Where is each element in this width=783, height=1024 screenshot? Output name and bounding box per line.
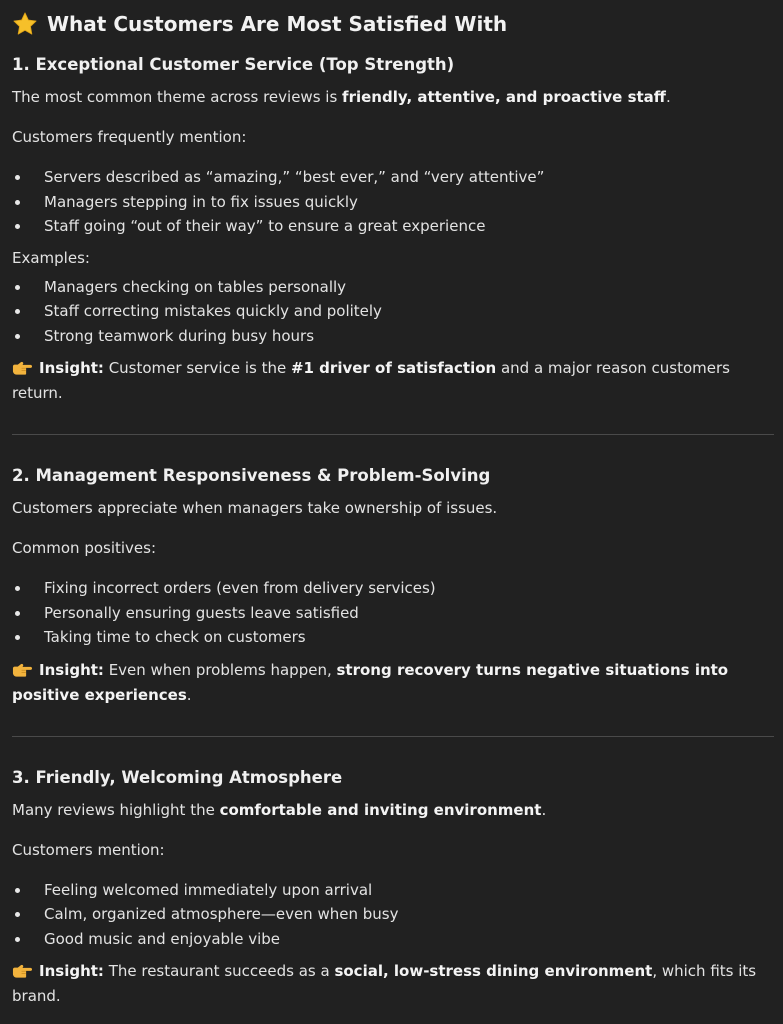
mentions-list bbox=[12, 165, 774, 239]
bullet-icon bbox=[15, 888, 20, 893]
insight-label: Insight: bbox=[39, 660, 104, 679]
list-item-text: Managers checking on tables personally bbox=[44, 277, 347, 296]
page-title-text: What Customers Are Most Satisfied With bbox=[47, 12, 508, 36]
insight bbox=[12, 959, 774, 1009]
section-intro bbox=[12, 85, 774, 110]
bullet-icon bbox=[15, 175, 20, 180]
list-item bbox=[12, 324, 774, 349]
insight-text: Customer service is the bbox=[103, 359, 291, 377]
list-item-text: Personally ensuring guests leave satisfied bbox=[44, 603, 359, 622]
list-item-text: Calm, organized atmosphere—even when busy bbox=[44, 905, 399, 923]
bullet-icon bbox=[15, 937, 20, 942]
insight-bold: social, low-stress dining environment bbox=[334, 962, 653, 980]
list-item bbox=[12, 275, 774, 300]
list-item-text: Managers stepping in to fix issues quickly bbox=[44, 192, 358, 211]
list-item bbox=[12, 878, 774, 903]
bullet-icon bbox=[15, 285, 20, 290]
list-item bbox=[12, 190, 774, 215]
insight-suffix: . bbox=[186, 685, 192, 704]
list-item-text: Feeling welcomed immediately upon arrival bbox=[44, 880, 373, 899]
insight-suffix: and a major reason customers return. bbox=[12, 359, 730, 402]
star-icon bbox=[12, 11, 38, 37]
intro-suffix: . bbox=[541, 800, 547, 819]
bullet-icon bbox=[15, 224, 20, 229]
bullet-icon bbox=[15, 912, 20, 917]
list-item bbox=[12, 214, 774, 239]
mention-label: Customers frequently mention: bbox=[12, 128, 247, 146]
divider bbox=[12, 434, 774, 435]
section-title: 1. Exceptional Customer Service (Top Strength) bbox=[12, 55, 455, 74]
pointing-hand-icon bbox=[12, 361, 33, 375]
insight-label: Insight: bbox=[39, 359, 104, 377]
section-customer-service bbox=[12, 53, 774, 406]
section-title: 3. Friendly, Welcoming Atmosphere bbox=[12, 767, 343, 787]
mentions-list bbox=[12, 576, 774, 650]
bullet-icon bbox=[15, 309, 20, 314]
bullet-icon bbox=[15, 200, 20, 205]
section-atmosphere bbox=[12, 766, 774, 1010]
list-item-text: Staff going “out of their way” to ensure a great experience bbox=[44, 217, 486, 235]
mention-label: Customers mention: bbox=[12, 840, 165, 859]
list-item-text: Staff correcting mistakes quickly and politely bbox=[44, 302, 382, 320]
insight-text: The restaurant succeeds as a bbox=[103, 962, 335, 980]
intro-suffix: . bbox=[665, 88, 671, 106]
list-item-text: Fixing incorrect orders (even from delivery services) bbox=[44, 579, 436, 597]
section-intro: Customers appreciate when managers take ownership of issues. bbox=[12, 499, 498, 517]
section-intro bbox=[12, 798, 774, 823]
list-item-text: Taking time to check on customers bbox=[44, 628, 306, 646]
bullet-icon bbox=[15, 611, 20, 616]
page-title bbox=[12, 8, 774, 40]
list-item-text: Good music and enjoyable vibe bbox=[44, 929, 281, 948]
insight bbox=[12, 356, 774, 406]
intro-bold: friendly, attentive, and proactive staff bbox=[342, 88, 666, 106]
insight-text: Even when problems happen, bbox=[103, 660, 337, 679]
mention-label: Common positives: bbox=[12, 539, 157, 557]
bullet-icon bbox=[15, 586, 20, 591]
intro-text: Many reviews highlight the bbox=[12, 800, 220, 819]
insight-bold: #1 driver of satisfaction bbox=[290, 359, 497, 377]
pointing-hand-icon bbox=[12, 964, 33, 978]
divider bbox=[12, 736, 774, 737]
section-management bbox=[12, 464, 774, 708]
response-content bbox=[12, 8, 774, 1009]
intro-bold: comfortable and inviting environment bbox=[219, 800, 542, 819]
list-item bbox=[12, 601, 774, 626]
insight-bold: strong recovery turns negative situations into positive experiences bbox=[12, 660, 729, 704]
list-item-text: Strong teamwork during busy hours bbox=[44, 326, 315, 345]
pointing-hand-icon bbox=[12, 663, 33, 677]
section-title: 2. Management Responsiveness & Problem-Solving bbox=[12, 466, 491, 485]
list-item bbox=[12, 165, 774, 190]
examples-list bbox=[12, 275, 774, 349]
insight-suffix: , which fits its brand. bbox=[12, 962, 757, 1005]
mentions-list bbox=[12, 878, 774, 952]
insight bbox=[12, 658, 774, 708]
bullet-icon bbox=[15, 635, 20, 640]
list-item bbox=[12, 902, 774, 927]
list-item bbox=[12, 299, 774, 324]
list-item bbox=[12, 927, 774, 952]
list-item bbox=[12, 576, 774, 601]
list-item bbox=[12, 625, 774, 650]
insight-label: Insight: bbox=[39, 962, 104, 980]
bullet-icon bbox=[15, 334, 20, 339]
list-item-text: Servers described as “amazing,” “best ever,” and “very attentive” bbox=[44, 168, 545, 186]
intro-text: The most common theme across reviews is bbox=[12, 88, 343, 106]
examples-label: Examples: bbox=[12, 248, 90, 267]
